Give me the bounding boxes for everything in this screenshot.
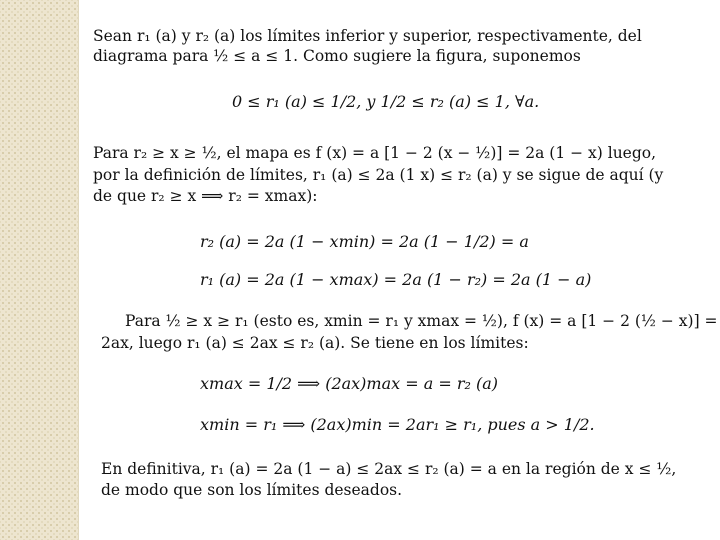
paragraph-1-line-2: diagrama para ½ ≤ a ≤ 1. Como sugiere la figura, suponemos [93,47,581,65]
paragraph-4-line-2: de modo que son los límites deseados. [101,481,403,499]
paragraph-2-line-1: Para r₂ ≥ x ≥ ½, el mapa es f (x) = a [1 − 2 (x − ½)] = 2a (1 − x) luego, [93,144,657,162]
paragraph-3-line-2: 2ax, luego r₁ (a) ≤ 2ax ≤ r₂ (a). Se tiene en los límites: [101,334,529,352]
paragraph-2-line-3: de que r₂ ≥ x ⟹ r₂ = xmax): [93,187,318,205]
paragraph-1-line-1: Sean r₁ (a) y r₂ (a) los límites inferior y superior, respectivamente, del [93,27,642,45]
equation-r2: r₂ (a) = 2a (1 − xmin) = 2a (1 − 1/2) = a [200,232,529,251]
paragraph-3-line-1: Para ½ ≥ x ≥ r₁ (esto es, xmin = r₁ y xmax = ½), f (x) = a [1 − 2 (½ − x)] = [125,312,718,330]
paragraph-2-line-2: por la definición de límites, r₁ (a) ≤ 2a (1 x) ≤ r₂ (a) y se sigue de aquí (y [93,166,664,184]
equation-xmin: xmin = r₁ ⟹ (2ax)min = 2ar₁ ≥ r₁, pues a > 1/2. [200,415,595,434]
paragraph-4-line-1: En definitiva, r₁ (a) = 2a (1 − a) ≤ 2ax ≤ r₂ (a) = a en la región de x ≤ ½, [101,460,677,478]
equation-xmax: xmax = 1/2 ⟹ (2ax)max = a = r₂ (a) [200,374,499,393]
equation-r1: r₁ (a) = 2a (1 − xmax) = 2a (1 − r₂) = 2a (1 − a) [200,270,592,289]
equation-limits-range: 0 ≤ r₁ (a) ≤ 1/2, y 1/2 ≤ r₂ (a) ≤ 1, ∀a. [232,92,540,111]
